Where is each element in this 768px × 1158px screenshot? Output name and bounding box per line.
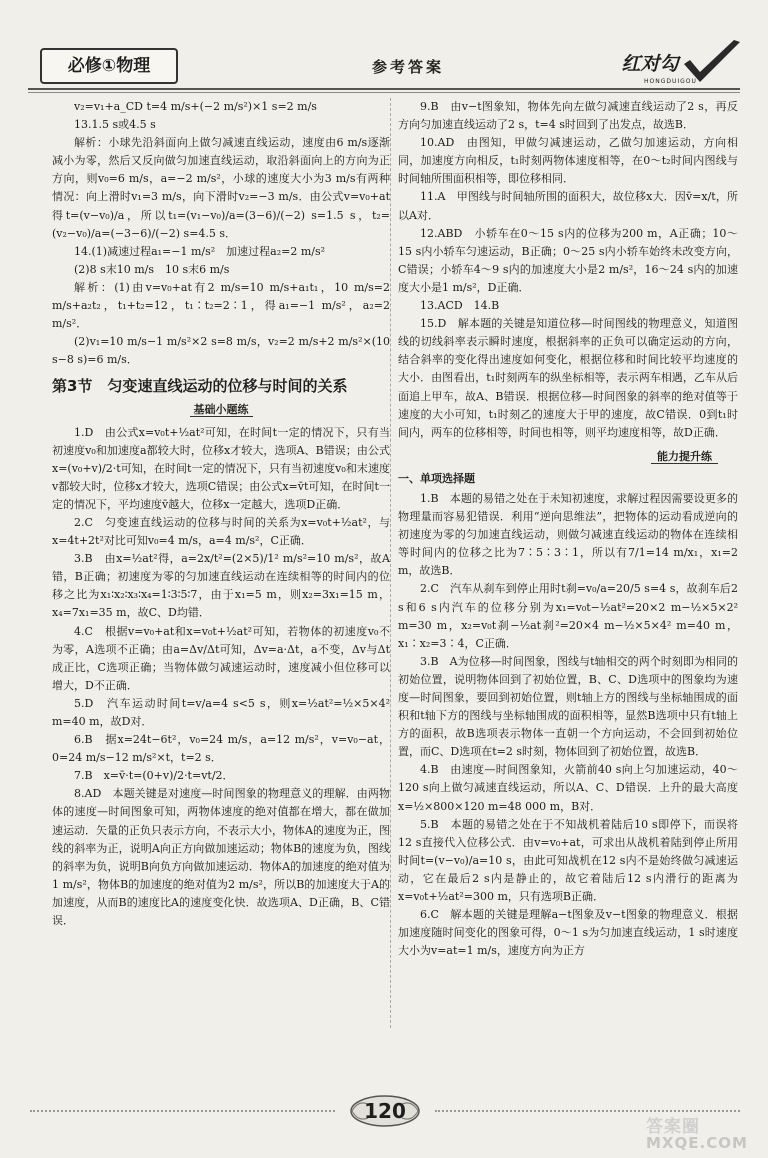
single-choice-heading: 一、单项选择题 bbox=[398, 471, 475, 485]
watermark bbox=[640, 1118, 760, 1154]
basic-answer-15: 15.D 解本题的关键是知道位移—时间图线的物理意义，知道图线的切线斜率表示瞬时速度，根据斜率的正负可以确定运动的方向，结合斜率的变化得出速度如何变化，根据位移和时间比较平均速度的大小．由图看出，t₁时刻两车的纵坐标相等，表示两车相遇，乙车从后面追上甲车，故A、B错误．根据位移—时间图象的斜率的绝对值等于速度的大小可知，t₁时刻乙的速度大于甲的速度，故C错误．0到t₁时间内，两车的位移相等，时间也相等，则平均速度相等，故D正确． bbox=[398, 317, 738, 439]
basic-answer-1: 1.D 由公式x=v₀t+½at²可知，在时间t一定的情况下，只有当初速度v₀和加速度a都较大时，位移x才较大，选项A、B错误；由公式x=(v₀+v)/2·t可知，在时间t一定的情况下，只有当初速度v₀和末速度v都较大时，位移x才较大，选项C错误；由公式x=v̄t可知，在时间t一定的情况下，平均速度v̄越大，位移x一定越大，选项D正确． bbox=[52, 425, 390, 511]
brand-logo: 红对勾 bbox=[621, 53, 679, 75]
basic-answer-9: 9.B 由v−t图象知，物体先向左做匀减速直线运动了2 s，再反方向匀加速直线运动了2 s，t=4 s时回到了出发点，故选B． bbox=[398, 100, 738, 132]
answer-14-part1: 14.(1)减速过程a₁=−1 m/s² 加速过程a₂=2 m/s² bbox=[74, 244, 326, 258]
basic-answer-6: 6.B 据x=24t−6t²，v₀=24 m/s，a=12 m/s²，v=v₀−at，0=24 m/s−12 m/s²×t，t=2 s． bbox=[52, 733, 390, 765]
basic-answer-12: 12.ABD 小轿车在0～15 s内的位移为200 m，A正确；10～15 s内小轿车匀速运动，B正确；0～25 s内小轿车始终未改变方向，C错误；小轿车4～9 s内的加速度大小是2 m/s²，16～24 s内的加速度大小是1 m/s²，D正确． bbox=[398, 226, 738, 294]
left-column bbox=[52, 98, 390, 930]
page-footer bbox=[30, 1092, 740, 1132]
basic-answer-7: 7.B x=v̄·t=(0+v)/2·t=vt/2． bbox=[74, 769, 234, 783]
checkmark-icon bbox=[678, 38, 744, 88]
column-divider bbox=[390, 98, 391, 1028]
advanced-answer-5: 5.B 本题的易错之处在于不知战机着陆后10 s即停下，而误将12 s直接代入位移公式．由v=v₀+at，可求出从战机着陆到停止所用时间t=(v−v₀)/a=10 s，由此可知战机在12 s内不是始终做匀减速运动，它在最后2 s内是静止的，故它着陆后12 s内滑行的距离为x=v₀t+½at²=300 m，只有选项B正确． bbox=[398, 817, 738, 904]
advanced-answer-6: 6.C 解本题的关键是理解a−t图象及v−t图象的物理意义．根据加速度随时间变化的图象可得，0～1 s为匀加速直线运动，1 s时速度大小为v=at=1 m/s，速度方向为正方 bbox=[398, 908, 738, 958]
answer-14-explanation-1: 解析：(1)由v=v₀+at有2 m/s=10 m/s+a₁t₁，10 m/s=2 m/s+a₂t₂，t₁+t₂=12，t₁∶t₂=2∶1，得a₁=−1 m/s²，a₂=2 m/s²． bbox=[52, 280, 390, 331]
header-rule bbox=[28, 88, 740, 90]
section-label: 参考答案 bbox=[371, 58, 444, 76]
advanced-answer-1: 1.B 本题的易错之处在于未知初速度，求解过程因需要设更多的物理量而容易犯错误．利用“逆向思维法”，把物体的运动看成逆向的初速度为零的匀加速直线运动，则做匀减速直线运动的物体在连续相等时间内的位移之比为7∶5∶3∶1，所以有7/1=14 m/x₁，x₁=2 m，故选B． bbox=[398, 491, 738, 578]
advanced-answer-2: 2.C 汽车从刹车到停止用时t刹=v₀/a=20/5 s=4 s，故刹车后2 s和6 s内汽车的位移分别为x₁=v₀t−½at²=20×2 m−½×5×2² m=30 m，x₂=v₀t刹−½at刹²=20×4 m−½×5×4² m=40 m，x₁∶x₂=3∶4，C正确． bbox=[398, 582, 738, 650]
page-header bbox=[28, 38, 742, 96]
basic-answer-10: 10.AD 由图知，甲做匀减速运动，乙做匀加速运动，方向相同，加速度方向相反，t₁时刻两物体速度相等，在0～t₂时间内图线与时间轴所围面积相等，即位移相同． bbox=[398, 136, 738, 186]
answer-12-calc: v₂=v₁+a_CD t=4 m/s+(−2 m/s²)×1 s=2 m/s bbox=[74, 100, 317, 113]
right-column bbox=[398, 98, 738, 960]
section-title: 第3节 匀变速直线运动的位移与时间的关系 bbox=[52, 377, 348, 396]
advanced-answer-4: 4.B 由速度—时间图象知，火箭前40 s向上匀加速运动，40～120 s向上做匀减速直线运动，所以A、C、D错误．上升的最大高度x=½×800×120 m=48 000 m，B对． bbox=[398, 763, 738, 813]
brand-subtitle: HONGDUIGOU bbox=[644, 78, 697, 85]
answer-13-explanation: 解析：小球先沿斜面向上做匀减速直线运动，速度由6 m/s逐渐减小为零，然后又反向做匀加速直线运动，取沿斜面向上的方向为正方向，则v₀=6 m/s，a=−2 m/s²，小球的速度大小为3 m/s有两种情况：向上滑时v₁=3 m/s，向下滑时v₂=−3 m/s．由公式v=v₀+at得t=(v−v₀)/a，所以t₁=(v₁−v₀)/a=(3−6)/(−2) s=1.5 s，t₂=(v₂−v₀)/a=(−3−6)/(−2) s=4.5 s． bbox=[52, 136, 390, 240]
header-rule-thin bbox=[28, 92, 740, 93]
answer-14-part2: (2)8 s末10 m/s 10 s末6 m/s bbox=[74, 262, 230, 276]
watermark-logo: 答案圈 bbox=[646, 1117, 700, 1137]
basic-answer-8: 8.AD 本题关键是对速度—时间图象的物理意义的理解．由两物体的速度—时间图象可知，两物体速度的绝对值都在增大，都在做加速运动．矢量的正负只表示方向，不表示大小，物体A的速度为正，图线的斜率为正，说明A向正方向做加速运动；物体B的速度为负，图线的斜率为负，说明B向负方向做加速运动．物体A的加速度的绝对值为1 m/s²，物体B的加速度的绝对值为2 m/s²，所以B的加速度大于A的加速度，从而B的速度比A的速度变化快．故选项A、D正确，B、C错误． bbox=[52, 787, 390, 928]
footer-rule-left bbox=[30, 1110, 335, 1112]
advanced-answer-3: 3.B A为位移—时间图象，图线与t轴相交的两个时刻即为相同的初始位置，说明物体回到了初始位置，B、C、D选项中的图象均为速度—时间图象，要回到初始位置，则t轴上方的图线与坐标轴围成的面积和t轴下方的图线与坐标轴围成的面积相等，显然B选项中只有t轴上方的面积，故B选项表示物体一直朝一个方向运动，不会回到初始位置，而C、D选项在t=2 s时刻，物体回到了初始位置，故选B． bbox=[398, 654, 738, 759]
advanced-practice-title: 能力提升练 bbox=[398, 448, 718, 466]
answer-13: 13.1.5 s或4.5 s bbox=[74, 118, 156, 132]
watermark-url: MXQE.COM bbox=[646, 1134, 748, 1152]
answer-14-explanation-2: (2)v₁=10 m/s−1 m/s²×2 s=8 m/s，v₂=2 m/s+2 m/s²×(10 s−8 s)=6 m/s． bbox=[52, 335, 390, 367]
basic-answer-13-14: 13.ACD 14.B bbox=[420, 299, 500, 313]
book-title: 必修①物理 bbox=[40, 48, 178, 84]
basic-answer-4: 4.C 根据v=v₀+at和x=v₀t+½at²可知，若物体的初速度v₀不为零，A选项不正确；由a=Δv/Δt可知，Δv=a·Δt，a不变，Δv与Δt成正比，C选项正确；当物体做匀减速运动时，速度减小但位移可以增大，D不正确． bbox=[52, 624, 390, 692]
basic-answer-11: 11.A 甲图线与时间轴所围的面积大，故位移x大．因v̄=x/t，所以A对． bbox=[398, 190, 738, 222]
basic-answer-5: 5.D 汽车运动时间t=v/a=4 s<5 s，则x=½at²=½×5×4² m=40 m，故D对． bbox=[52, 696, 390, 728]
basic-answer-2: 2.C 匀变速直线运动的位移与时间的关系为x=v₀t+½at²，与x=4t+2t²对比可知v₀=4 m/s，a=4 m/s²，C正确． bbox=[52, 515, 390, 548]
basic-practice-title: 基础小题练 bbox=[52, 401, 390, 419]
basic-answer-3: 3.B 由x=½at²得，a=2x/t²=(2×5)/1² m/s²=10 m/s²，故A错，B正确；初速度为零的匀加速直线运动在连续相等的时间内的位移之比为x₁∶x₂∶x₃∶x₄=1∶3∶5∶7，由于x₁=5 m，则x₂=3x₁=15 m，x₄=7x₁=35 m，故C、D均错． bbox=[52, 552, 390, 620]
page-number: 120 bbox=[348, 1094, 422, 1128]
